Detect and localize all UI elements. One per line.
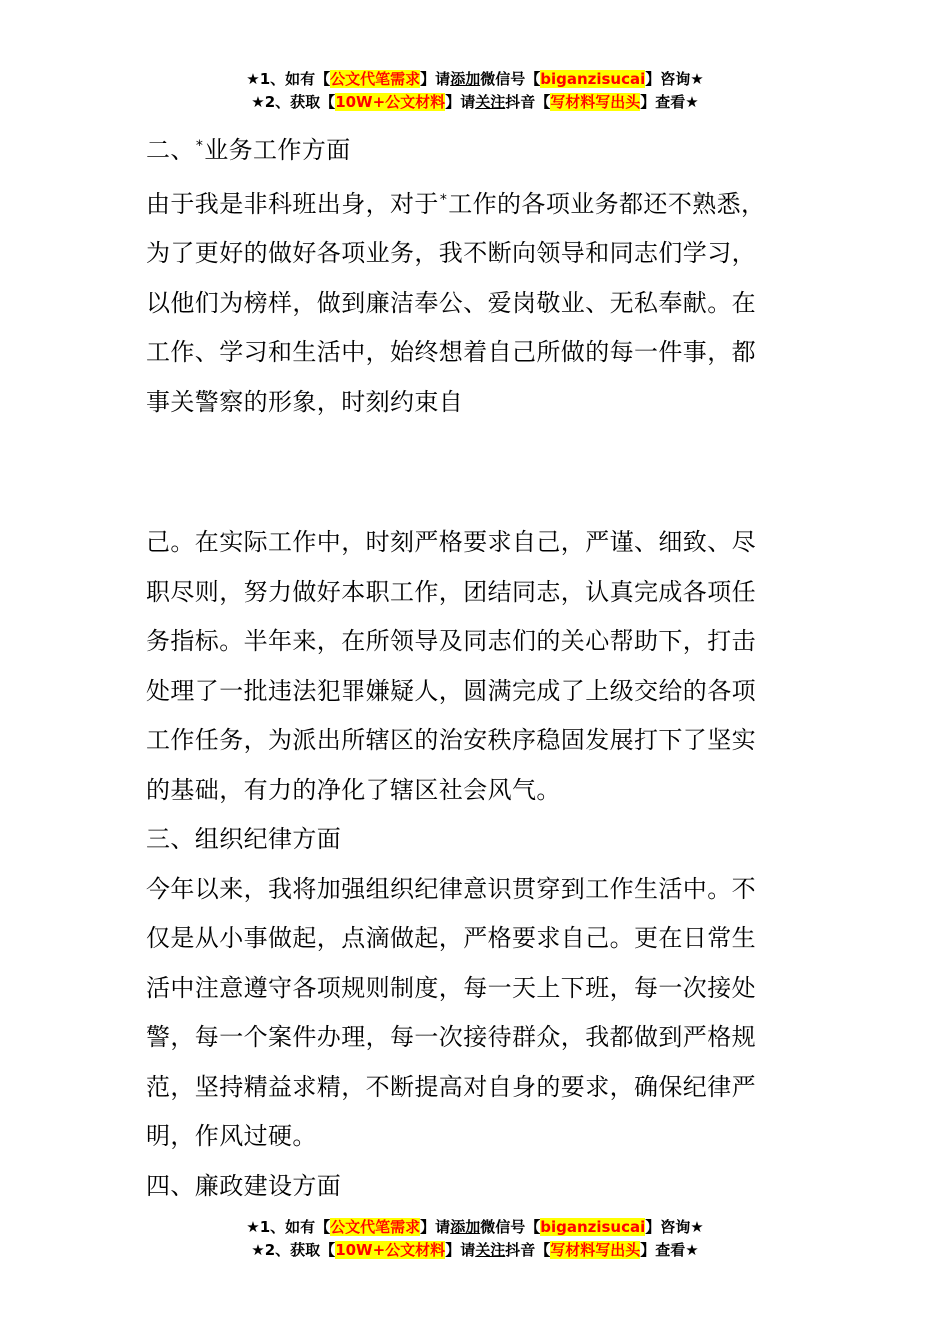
paragraph-line: 警，每一个案件办理，每一次接待群众，我都做到严格规 [146,1023,756,1051]
banner-text: ★1、如有【 [246,70,331,88]
paragraph-line: 事关警察的形象，时刻约束自 [146,387,464,416]
redaction-mark: * [195,138,204,154]
banner-text: 】咨询★ [645,70,704,88]
banner-highlight: 10W+公文材料 [335,1241,446,1259]
banner-text: ★2、获取【 [251,1241,336,1259]
banner-text: ★1、如有【 [246,1218,331,1236]
banner-text: 】请 [445,1241,476,1259]
banner-text: 】请 [445,93,476,111]
document-body-part-2 [146,518,816,1211]
paragraph-line: 的基础，有力的净化了辖区社会风气。 [146,775,561,804]
document-body-part-1 [146,122,816,427]
banner-line-2 [0,91,950,114]
banner-line-2 [0,1239,950,1262]
banner-text: ★2、获取【 [251,93,336,111]
paragraph-line: 务指标。半年来，在所领导及同志们的关心帮助下，打击 [146,627,756,655]
banner-underlined: 添加 [450,70,481,88]
banner-text: 微信号【 [480,1218,541,1236]
banner-highlight: 10W+公文材料 [335,93,446,111]
banner-line-1 [0,1216,950,1239]
banner-douyin-id: 写材料写出头 [550,1241,641,1259]
banner-text: 抖音【 [505,93,551,111]
paragraph-line: 为了更好的做好各项业务，我不断向领导和同志们学习， [146,239,756,267]
banner-text: 】请 [420,1218,451,1236]
paragraph-line: 己。在实际工作中，时刻严格要求自己，严谨、细致、尽 [146,528,756,556]
banner-line-1 [0,68,950,91]
paragraph-line: 工作任务，为派出所辖区的治安秩序稳固发展打下了坚实 [146,726,756,754]
section-2-heading: 二、*业务工作方面 [146,136,351,164]
banner-highlight: 公文代笔需求 [330,70,421,88]
paragraph-line: 明，作风过硬。 [146,1122,317,1150]
paragraph-line: 仅是从小事做起，点滴做起，严格要求自己。更在日常生 [146,924,756,952]
redaction-mark: * [439,191,448,208]
banner-text: 】咨询★ [645,1218,704,1236]
paragraph-line: 今年以来，我将加强组织纪律意识贯穿到工作生活中。不 [146,874,756,903]
banner-underlined: 关注 [475,93,506,111]
bottom-banner [0,1216,950,1262]
banner-text: 微信号【 [480,70,541,88]
banner-text: 】请 [420,70,451,88]
banner-highlight: 公文代笔需求 [330,1218,421,1236]
banner-wechat-id: biganzisucai [540,70,646,88]
banner-underlined: 添加 [450,1218,481,1236]
section-4-heading: 四、廉政建设方面 [146,1171,342,1200]
banner-wechat-id: biganzisucai [540,1218,646,1236]
section-3-heading: 三、组织纪律方面 [146,825,342,853]
paragraph-line: 以他们为榜样，做到廉洁奉公、爱岗敬业、无私奉献。在 [146,288,756,317]
paragraph-line: 工作、学习和生活中，始终想着自己所做的每一件事，都 [146,338,756,366]
paragraph-line: 范，坚持精益求精，不断提高对自身的要求，确保纪律严 [146,1072,756,1101]
top-banner [0,68,950,114]
paragraph-line: 由于我是非科班出身，对于*工作的各项业务都还不熟悉， [146,189,766,218]
banner-text: 】查看★ [640,1241,699,1259]
banner-text: 】查看★ [640,93,699,111]
banner-douyin-id: 写材料写出头 [550,93,641,111]
paragraph-line: 处理了一批违法犯罪嫌疑人，圆满完成了上级交给的各项 [146,676,756,705]
banner-underlined: 关注 [475,1241,506,1259]
paragraph-line: 活中注意遵守各项规则制度，每一天上下班，每一次接处 [146,973,756,1002]
paragraph-line: 职尽则，努力做好本职工作，团结同志，认真完成各项任 [146,577,756,606]
banner-text: 抖音【 [505,1241,551,1259]
